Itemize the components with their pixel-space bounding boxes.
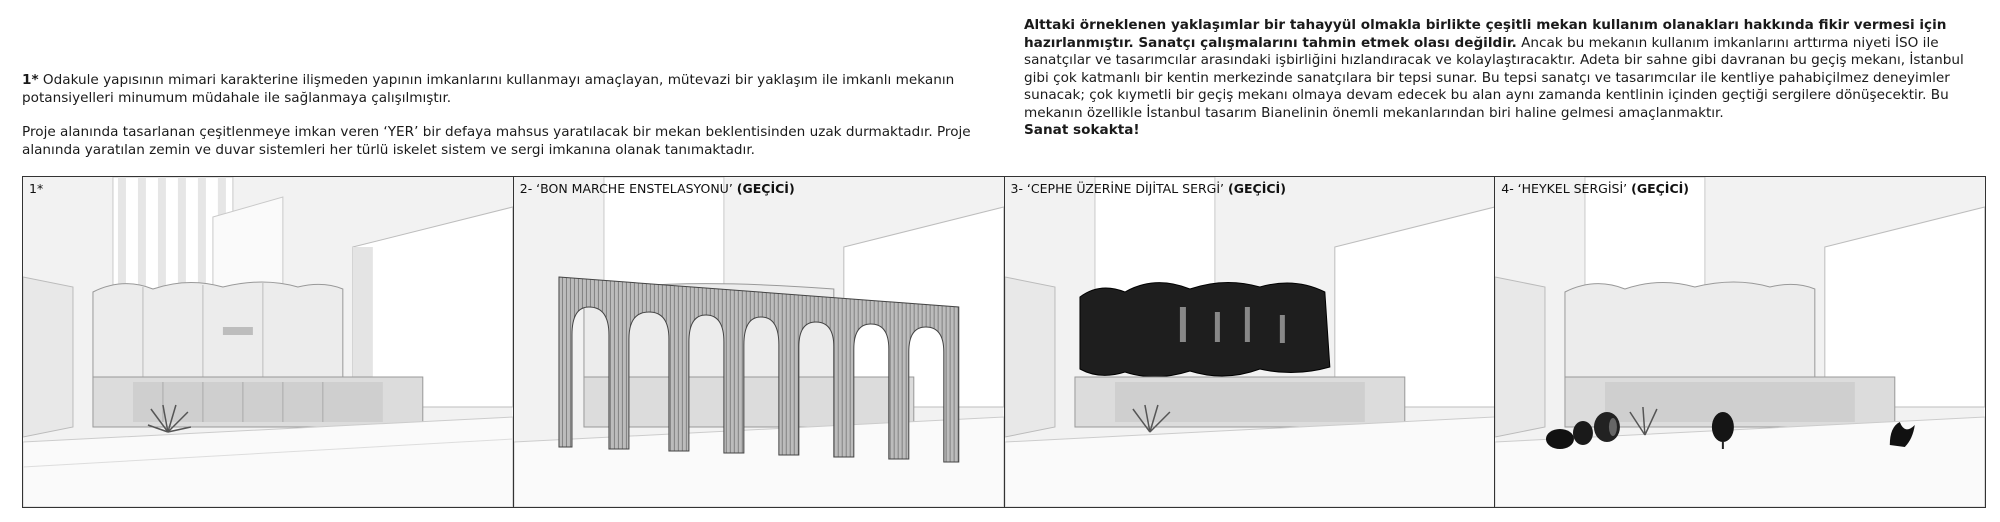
panel-base-facade [23, 177, 514, 507]
panel-tag: (GEÇİCİ) [1631, 181, 1689, 196]
intro-paragraph-2: Proje alanında tasarlanan çeşitlenmeye imkan veren ‘YER’ bir defaya mahsus yaratılacak bir mekan beklentisinden uzak durmaktadır. Proje alanında yaratılan zemin ve duvar sistemleri her türlü iskelet sistem ve sergi imkanına olanak tanımaktadır. [22, 124, 971, 158]
description-closing: Sanat sokakta! [1024, 122, 1140, 138]
arches-render-image [514, 177, 1004, 507]
panel-digital-facade [1005, 177, 1496, 507]
intro-paragraph-1-text: Odakule yapısının mimari karakterine ilişmeden yapının imkanlarını kullanmayı amaçlayan, mütevazi bir yaklaşım ile imkanlı mekanın potansiyelleri minumum müdahale ile sağlanmaya çalışılmıştır. [22, 72, 955, 106]
intro-text [22, 72, 982, 176]
description-bold-lead: Alttaki örneklenen yaklaşımlar bir tahayyül olmakla birlikte çeşitli mekan kullanım olanakları hakkında fikir vermesi için hazırlanmıştır. Sanatçı çalışmalarını tahmin etmek olası değildir. [1024, 17, 1947, 51]
panel-label [520, 181, 795, 196]
panel-label [1501, 181, 1689, 196]
facade-render-image [23, 177, 513, 507]
sculpture-render-image [1495, 177, 1985, 507]
panel-title: 2- ‘BON MARCHE ENSTELASYONU’ [519, 181, 733, 196]
intro-marker: 1* [22, 72, 39, 88]
render-panels [22, 176, 1986, 508]
panel-tag: (GEÇİCİ) [1228, 181, 1286, 196]
panel-title: 1* [29, 181, 44, 196]
panel-tag: (GEÇİCİ) [736, 181, 795, 196]
description-body: Ancak bu mekanın kullanım imkanlarını arttırma niyeti İSO ile sanatçılar ve tasarımcılar arasındaki işbirliğini hızlandıracak ve kolaylaştıracaktır. Adeta bir sahne gibi davranan bu geçiş mekanı, İstanbul gibi çok katmanlı bir kentin merkezinde sanatçılara bir tepsi sunar. Bu tepsi sanatçı ve tasarımcılar ile kentliye pahabiçilmez deneyimler sunacak; çok kıymetli bir geçiş mekanı olmaya devam edecek bu alan aynı zamanda kentlinin içinden geçtiği sergilere dönüşecektir. Bu mekanın özellikle İstanbul tasarım Bianelinin önemli mekanlarından biri haline gelmesi amaçlanmaktır. [1024, 34, 1964, 121]
panel-sculpture-exhibition [1495, 177, 1985, 507]
panel-label [29, 181, 43, 196]
panel-title: 4- ‘HEYKEL SERGİSİ’ [1501, 181, 1628, 196]
digital-facade-render-image [1005, 177, 1495, 507]
panel-bon-marche [514, 177, 1005, 507]
description-text [1024, 17, 1984, 140]
intro-paragraph-1 [22, 72, 982, 107]
panel-label [1011, 181, 1286, 196]
panel-title: 3- ‘CEPHE ÜZERİNE DİJİTAL SERGİ’ [1010, 181, 1225, 196]
